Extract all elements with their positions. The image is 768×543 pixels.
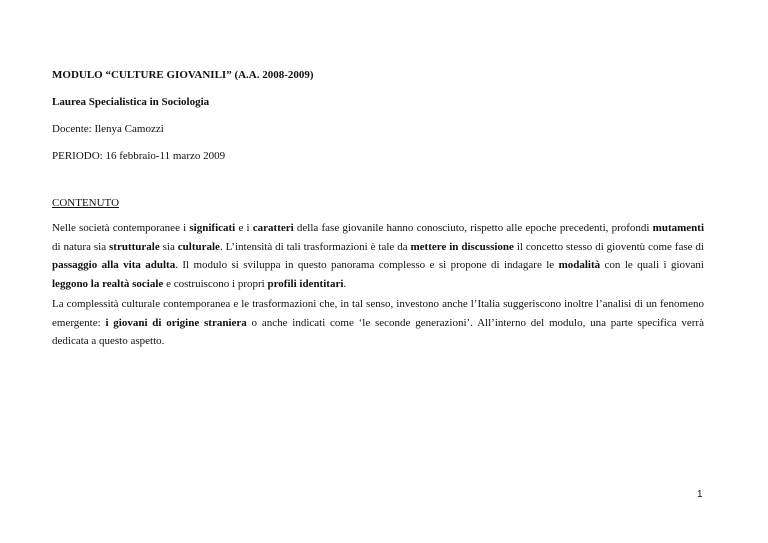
period-line: PERIODO: 16 febbraio-11 marzo 2009 (52, 150, 226, 162)
page-number: 1 (697, 489, 703, 500)
content-heading: CONTENUTO (52, 197, 120, 209)
content-paragraph-1: Nelle società contemporanee i significati e i caratteri della fase giovanile hanno conosciuto, rispetto alle epoche precedenti, profondi mutamenti di natura sia strutturale sia culturale. L’intensità di tali trasformazioni è tale da mettere in discussione il concetto stesso di gioventù come fase di passaggio alla vita adulta. Il modulo si sviluppa in questo panorama complesso e si propone di indagare le modalità con le quali i giovani leggono la realtà sociale e costruiscono i propri profili identitari. (52, 222, 704, 290)
content-paragraph-2: La complessità culturale contemporanea e le trasformazioni che, in tal senso, investono anche l’Italia suggeriscono inoltre l’analisi di un fenomeno emergente: i giovani di origine straniera o anche indicati come ‘le seconde generazioni’. All’interno del modulo, una parte specifica verrà dedicata a questo aspetto. (52, 298, 704, 347)
teacher-line: Docente: Ilenya Camozzi (52, 123, 164, 135)
module-title: MODULO “CULTURE GIOVANILI” (A.A. 2008-2009) (52, 69, 314, 81)
degree-course: Laurea Specialistica in Sociologia (52, 96, 210, 108)
